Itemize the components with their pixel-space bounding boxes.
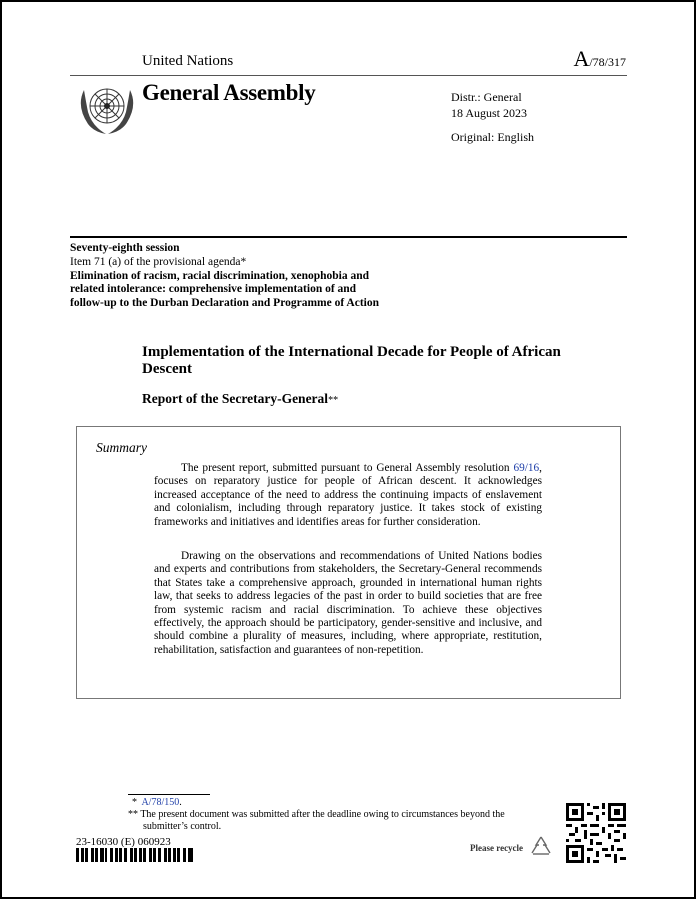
footnote-2-line-2: submitter’s control.: [143, 820, 222, 832]
recycle-icon: [529, 835, 553, 857]
summary-paragraph-1: [154, 462, 542, 529]
original-language: Original: English: [451, 130, 534, 144]
symbol-suffix: /78/317: [589, 55, 626, 69]
footnote-link[interactable]: A/78/150: [141, 797, 180, 808]
report-title: Report of the Secretary-General: [142, 391, 329, 406]
agenda-title: Elimination of racism, racial discrimination, xenophobia and related intolerance: comprehensive implementation of and follow-up to the Durban Declaration and Programme of Action: [70, 269, 379, 310]
p1-text-end: , focuses on reparatory justice for people of African descent. It acknowledges increased acceptance of the need to address the continuing impacts of enslavement and colonialism, including through reparatory justice. It takes stock of existing frameworks and initiatives and identifies areas for further consideration.: [154, 462, 542, 528]
report-footnote-mark: **: [328, 395, 339, 406]
body-title: General Assembly: [142, 80, 316, 105]
document-title: Implementation of the International Decade for People of African Descent: [142, 344, 561, 377]
summary-heading: Summary: [96, 440, 147, 455]
organization-name: United Nations: [142, 53, 234, 69]
agenda-item: Item 71 (a) of the provisional agenda*: [70, 255, 247, 268]
footnote-1: [132, 797, 182, 808]
footnote-1-mark: *: [132, 797, 137, 808]
session-block: [70, 242, 380, 311]
issue-date: 18 August 2023: [451, 106, 528, 120]
header-rule: [70, 75, 627, 76]
footnote-2: [128, 809, 548, 832]
footnote-rule: [128, 794, 210, 795]
thick-rule: [70, 236, 627, 238]
un-emblem-icon: [74, 80, 140, 138]
barcode-icon: [76, 848, 193, 862]
qr-code-icon: [566, 803, 626, 863]
document-symbol: [573, 46, 626, 72]
distribution-block: [451, 89, 527, 121]
report-heading: [142, 391, 338, 407]
distribution: Distr.: General: [451, 90, 522, 104]
symbol-prefix: A: [573, 46, 590, 71]
footnote-2-line-1: The present document was submitted after the deadline owing to circumstances beyond the: [140, 809, 505, 820]
footnote-1-end: .: [179, 797, 182, 808]
session-name: Seventy-eighth session: [70, 242, 180, 254]
resolution-link[interactable]: 69/16: [513, 462, 540, 474]
p1-text-start: The present report, submitted pursuant to General Assembly resolution: [181, 462, 514, 474]
summary-paragraph-2: Drawing on the observations and recommendations of United Nations bodies and experts and contributions from stakeholders, the Secretary-General recommends that States take a comprehensive approach, grounded in international human rights law, that seeks to address legacies of the past in order to build societies that are free from systemic racism and racial discrimination. To achieve these objectives effectively, the approach should be participatory, gender-sensitive and inclusive, and should combine a plurality of measures, including, where appropriate, restitution, rehabilitation, satisfaction and guarantees of non-repetition.: [154, 550, 542, 656]
recycle-notice: Please recycle: [470, 843, 524, 853]
footnote-2-mark: **: [128, 809, 138, 820]
document-number: 23-16030 (E) 060923: [76, 836, 171, 848]
